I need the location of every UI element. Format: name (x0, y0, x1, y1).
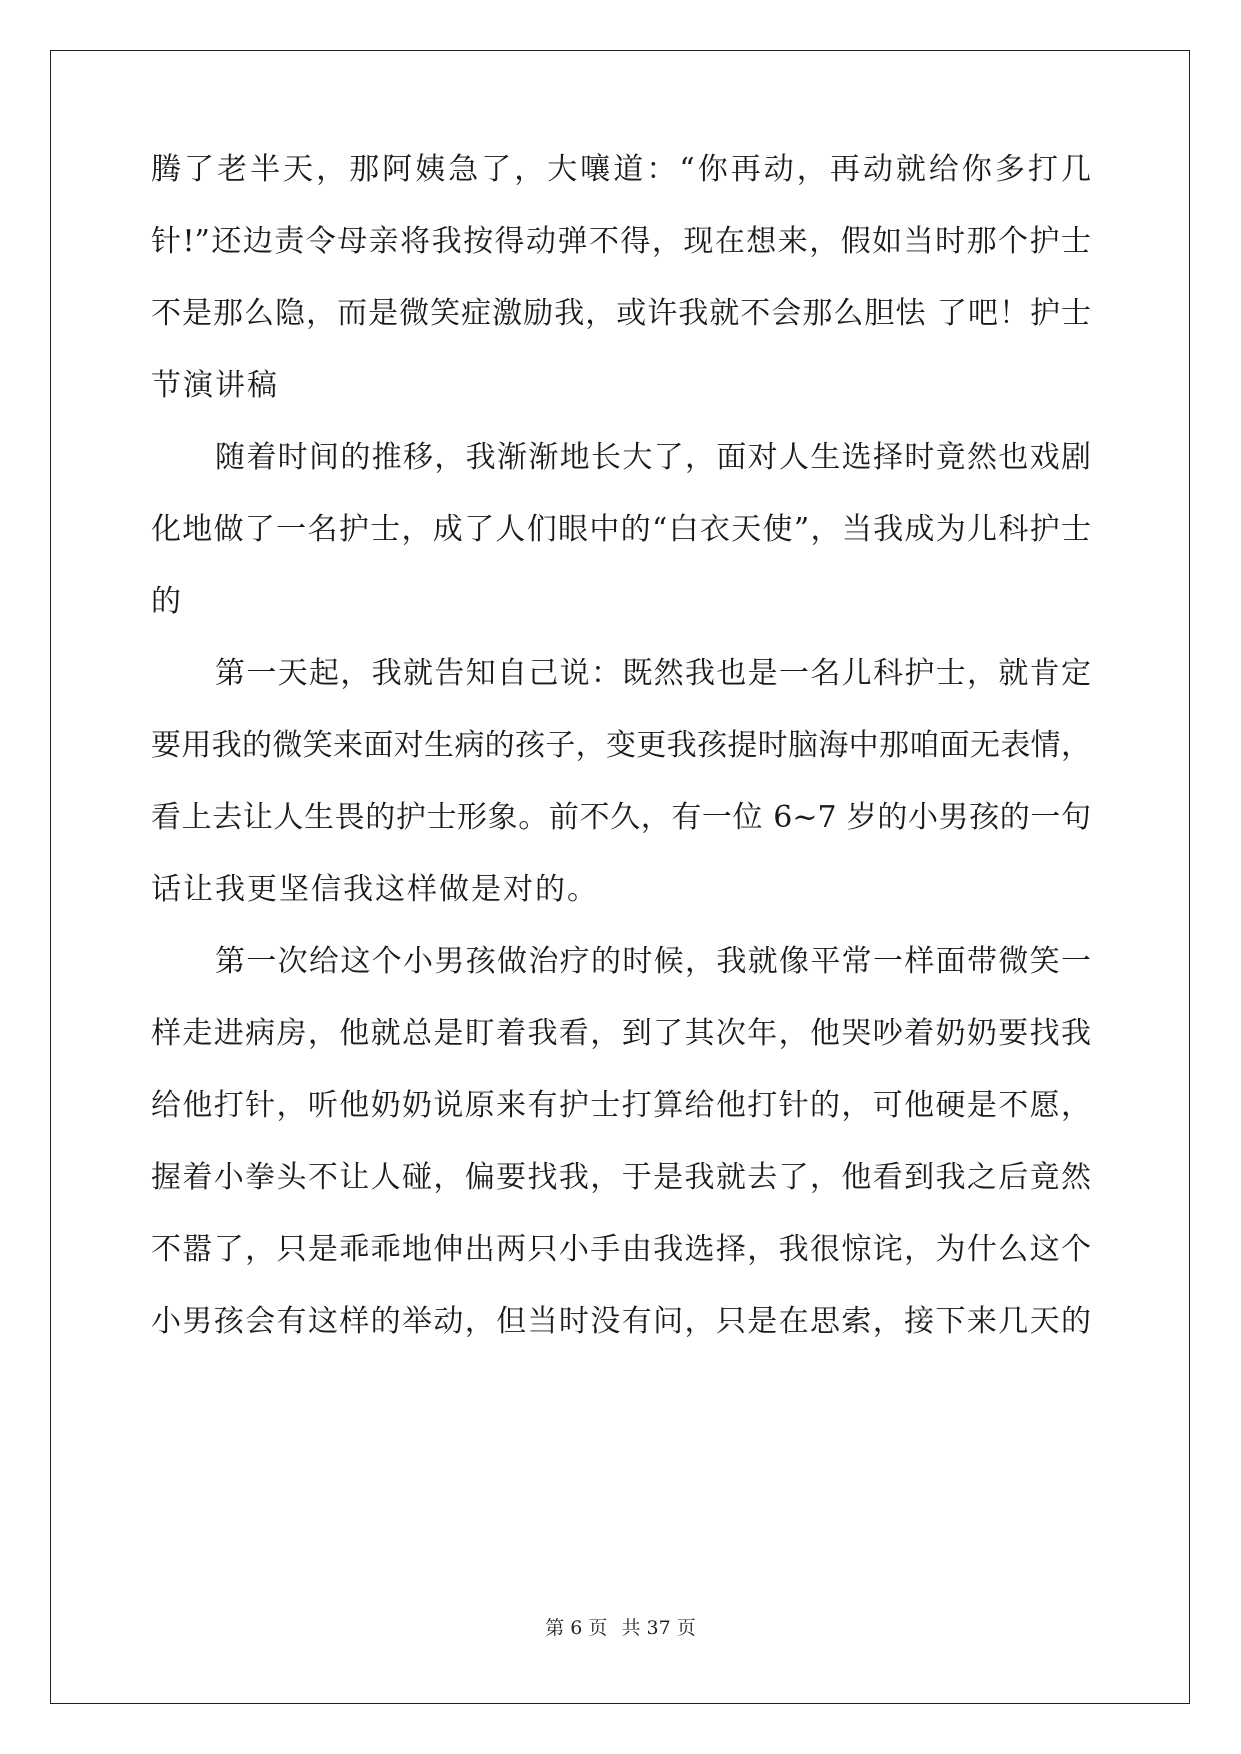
text-line: 节演讲稿 (151, 368, 279, 403)
text-line: 随着时间的推移，我渐渐地长大了，面对人生选择时竟然也戏剧 (215, 440, 1091, 475)
text-line: 要用我的微笑来面对生病的孩子，变更我孩提时脑海中那咱面无表情， (151, 728, 1091, 763)
text-line: 看上去让人生畏的护士形象。前不久，有一位 6~7 岁的小男孩的一句 (151, 800, 1091, 835)
text-line: 的 (151, 584, 183, 619)
text-line: 化地做了一名护士，成了人们眼中的“白衣天使”，当我成为儿科护士 (151, 512, 1091, 547)
text-line: 给他打针，听他奶奶说原来有护士打算给他打针的，可他硬是不愿， (151, 1088, 1091, 1123)
page-number: 第 6 页 (545, 1617, 608, 1639)
page-total: 共 37 页 (621, 1617, 696, 1639)
text-line: 第一次给这个小男孩做治疗的时候，我就像平常一样面带微笑一 (215, 944, 1091, 979)
text-line: 腾了老半天，那阿姨急了，大嚷道：“你再动，再动就给你多打几 (151, 152, 1091, 187)
page-footer (0, 1616, 1241, 1640)
text-line: 握着小拳头不让人碰，偏要找我，于是我就去了，他看到我之后竟然 (151, 1160, 1091, 1195)
text-line: 话让我更坚信我这样做是对的。 (151, 872, 599, 907)
text-line: 样走进病房，他就总是盯着我看，到了其次年，他哭吵着奶奶要找我 (151, 1016, 1091, 1051)
text-line: 针!”还边责令母亲将我按得动弹不得，现在想来，假如当时那个护士 (151, 224, 1091, 259)
text-line: 不是那么隐，而是微笑症激励我，或许我就不会那么胆怯 了吧！护士 (151, 296, 1091, 331)
text-line: 小男孩会有这样的举动，但当时没有问，只是在思索，接下来几天的 (151, 1304, 1091, 1339)
text-line: 第一天起，我就告知自己说：既然我也是一名儿科护士，就肯定 (215, 656, 1091, 691)
text-line: 不嚣了，只是乖乖地伸出两只小手由我选择，我很惊诧，为什么这个 (151, 1232, 1091, 1267)
